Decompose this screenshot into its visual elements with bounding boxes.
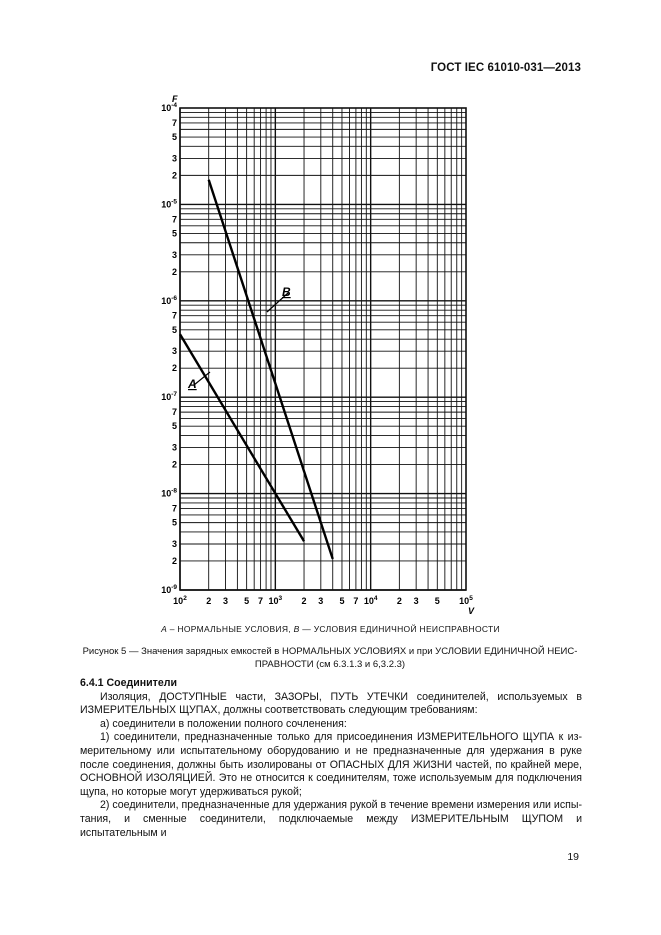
series-line-a [180,334,304,541]
y-tick-label: 2 [171,459,177,470]
legend-a-letter: A [161,624,168,634]
paragraph: Изоляция, ДОСТУПНЫЕ части, ЗАЗОРЫ, ПУТЬ УТЕЧКИ соединителей, используемых в ИЗМЕРИТЕЛЬНЫХ ЩУПАХ, должны соответствовать следующим требованиям: [80,690,582,717]
y-tick-label: 5 [171,228,177,239]
document-id: ГОСТ IEC 61010-031—2013 [430,62,581,74]
y-tick-label: $10^{-9}$ [161,584,177,595]
series-label-b: B [282,285,291,299]
y-tick-label: 3 [171,249,177,260]
x-tick-label: 3 [222,596,228,606]
y-axis-label: F [172,94,178,104]
y-tick-label: $10^{-8}$ [161,487,177,499]
y-tick-label: 5 [171,324,177,335]
y-tick-label: 7 [171,310,177,321]
x-tick-label: 5 [244,596,250,606]
x-tick-label: $10^4$ [363,595,378,606]
y-tick-label: $10^{-6}$ [161,294,177,306]
x-tick-label: 5 [339,596,345,606]
x-tick-label: $10^5$ [459,595,473,606]
y-tick-label: 2 [171,555,177,566]
x-axis-label: V [468,606,475,616]
y-tick-label: 2 [171,363,177,374]
section-body [80,677,582,840]
y-tick-label: 3 [171,442,177,453]
y-tick-label: 7 [171,117,177,128]
paragraph: 2) соединители, предназначенные для удержания рукой в течение времени измерения или испытания, и сменные соединители, подключаемые между ИЗМЕРИТЕЛЬНЫМ ЩУПОМ и испытательным и [80,799,582,839]
y-tick-label: 7 [171,503,177,514]
y-tick-label: 2 [171,266,177,277]
paragraph: а) соединители в положении полного сочленения: [100,717,347,730]
series-label-a: A [188,377,197,391]
y-tick-label: $10^{-5}$ [161,198,177,210]
x-tick-label: $10^2$ [173,595,187,606]
x-tick-label: 2 [206,596,212,606]
page-number: 19 [567,851,579,863]
x-tick-label: 7 [353,596,359,606]
y-tick-label: 7 [171,407,177,418]
x-tick-label: 2 [301,596,307,606]
y-tick-label: 2 [171,170,177,181]
section-heading: 6.4.1 Соединители [80,677,177,689]
chart-legend [0,624,661,634]
y-tick-label: 3 [171,539,177,550]
y-tick-label: 5 [171,517,177,528]
x-tick-label: 5 [434,596,440,606]
y-tick-label: 5 [171,421,177,432]
legend-b-letter: B [293,624,300,634]
x-tick-label: 2 [396,596,402,606]
x-tick-label: 3 [318,596,324,606]
figure-caption: Рисунок 5 — Значения зарядных емкостей в НОРМАЛЬНЫХ УСЛОВИЯХ и при УСЛОВИИ ЕДИНИЧНОЙ НЕИСПРАВНОСТИ (см 6.3.1.3 и 6,3.2.3) [82,646,578,670]
y-tick-label: 3 [171,153,177,164]
y-tick-label: $10^{-4}$ [161,102,177,113]
plot-frame [180,108,466,590]
paragraph: 1) соединители, предназначенные только для присоединения ИЗМЕРИТЕЛЬНОГО ЩУПА к измерительному или испытательному оборудованию и не предназначенные для удержания в руке после соединения, должны быть изолированы от ОПАСНЫХ ДЛЯ ЖИЗНИ частей, по крайней мере, ОСНОВНОЙ ИЗОЛЯЦИЕЙ. Это не относится к соединителям, тоже используемым для подключения щупа, но которые могут удерживаться рукой; [80,731,582,798]
legend-b-text: — УСЛОВИЯ ЕДИНИЧНОЙ НЕИСПРАВНОСТИ [299,624,500,634]
x-tick-label: 7 [258,596,264,606]
y-tick-label: 5 [171,132,177,143]
y-tick-label: 3 [171,346,177,357]
x-tick-label: $10^3$ [268,595,283,606]
legend-a-text: – НОРМАЛЬНЫЕ УСЛОВИЯ, [167,624,294,634]
y-tick-label: $10^{-7}$ [161,391,177,403]
y-tick-label: 7 [171,214,177,225]
x-tick-label: 3 [413,596,419,606]
